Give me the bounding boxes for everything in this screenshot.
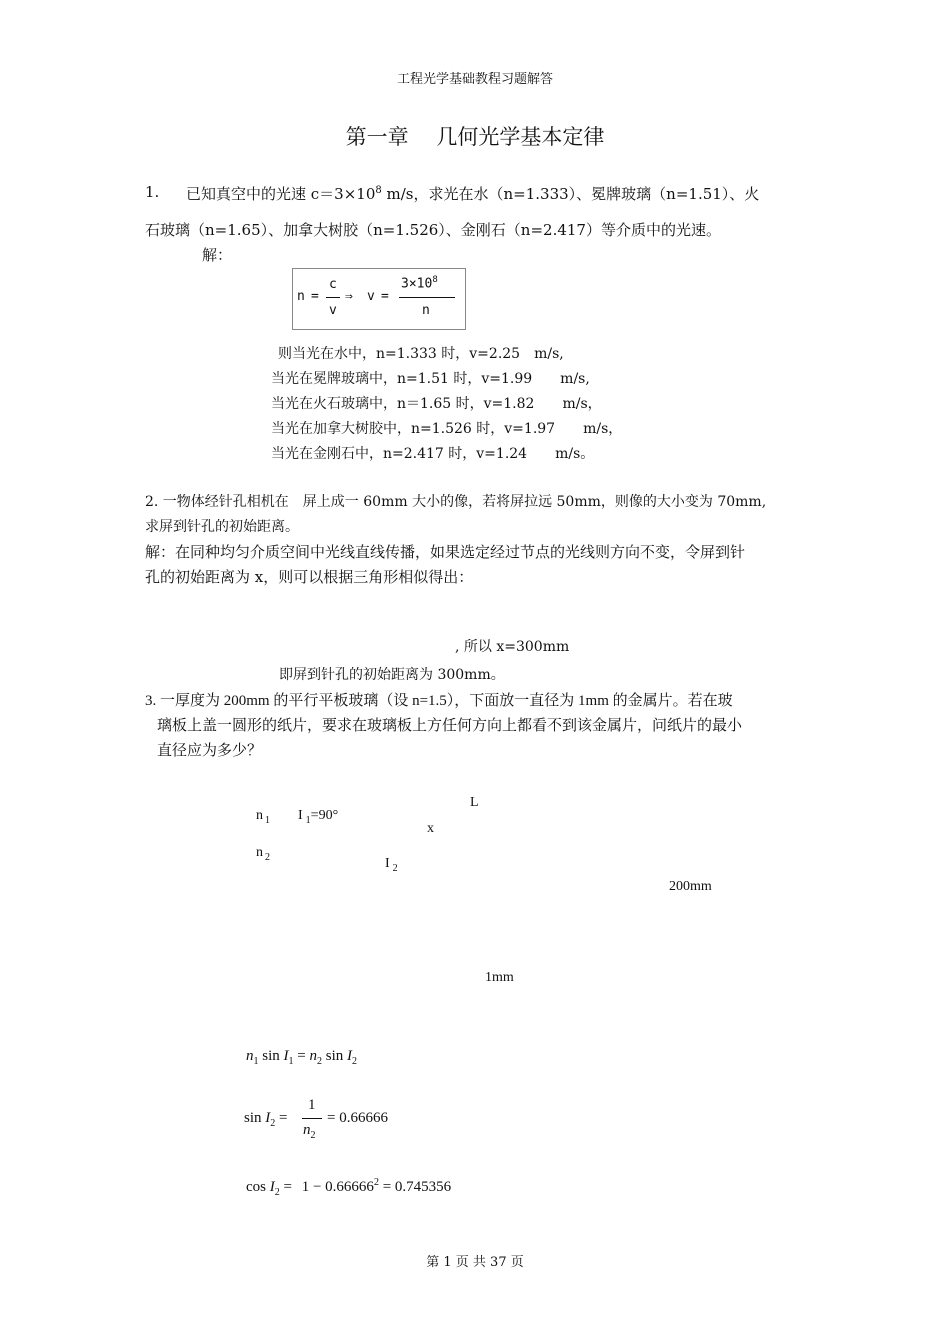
q1-result-diamond: 当光在金刚石中，n=2.417 时，v=1.24 m/s。 xyxy=(271,446,595,462)
formula-eq2: = xyxy=(381,289,389,304)
chapter-title: 第一章 几何光学基本定律 xyxy=(345,125,605,149)
formula-n: n xyxy=(297,289,305,304)
q3-equation-snell: $n_1$ $\sin I_1 = n_2$ $\sin I_2$ xyxy=(246,1048,357,1067)
formula-numerator: $3\times 10^8$ xyxy=(401,275,438,292)
q2-line-1: 2. 一物体经针孔相机在 屏上成一 60mm 大小的像，若将屏拉远 50mm，则像的大小变为 70mm, xyxy=(145,494,767,510)
diagram-label-x: x xyxy=(427,821,434,836)
formula-arrow: ⇒ xyxy=(345,289,353,304)
diagram-label-I1: I $_1$=90° xyxy=(298,808,339,826)
q3-equation-sin-denominator: $n_2$ xyxy=(303,1122,316,1141)
formula-eq1: = xyxy=(311,289,319,304)
q1-text-b: m/s，求光在水（n=1.333）、冕牌玻璃（n=1.51）、火 xyxy=(381,185,760,203)
diagram-label-n2: n $_2$ xyxy=(256,845,270,863)
q1-line-2: 石玻璃（n=1.65）、加拿大树胶（n=1.526）、金刚石（n=2.417）等介质中的光速。 xyxy=(145,221,721,239)
q2-line-3: 解：在同种均匀介质空间中光线直线传播，如果选定经过节点的光线则方向不变，令屏到针 xyxy=(145,543,746,561)
q1-number: 1. xyxy=(145,183,160,201)
formula-denominator: n xyxy=(422,303,430,318)
formula-frac-line-2 xyxy=(399,297,455,298)
q2-result: , 所以 x=300mm xyxy=(455,639,570,655)
q1-result-water: 则当光在水中，n=1.333 时，v=2.25 m/s, xyxy=(278,346,564,362)
formula-v-den: v xyxy=(329,303,337,318)
q3-equation-sin-left: $\sin I_2$ = xyxy=(244,1110,288,1129)
q1-solution-label: 解： xyxy=(202,246,233,264)
diagram-label-I2: I $_2$ xyxy=(385,856,398,874)
q3-line-1: 3. 一厚度为 200mm 的平行平板玻璃（设 n=1.5），下面放一直径为 1mm 的金属片。若在玻 xyxy=(145,693,733,709)
q3-line-2: 璃板上盖一圆形的纸片，要求在玻璃板上方任何方向上都看不到该金属片，问纸片的最小 xyxy=(157,718,743,734)
formula-v: v xyxy=(367,289,375,304)
q1-result-crown-glass: 当光在冕牌玻璃中，n=1.51 时，v=1.99 m/s, xyxy=(271,371,590,387)
formula-frac-line-1 xyxy=(326,297,340,298)
q1-text-a: 已知真空中的光速 c＝3×10 xyxy=(186,185,376,203)
q3-equation-sin-frac-line xyxy=(302,1118,322,1119)
diagram-label-thickness: 200mm xyxy=(669,879,712,894)
formula-c: c xyxy=(329,277,337,292)
diagram-label-diameter: 1mm xyxy=(485,970,514,985)
q3-equation-cos: $\cos I_2 = 1 - 0.66666^2 = 0.745356$ xyxy=(246,1177,452,1198)
q3-equation-sin-numerator: 1 xyxy=(308,1097,316,1113)
q3-equation-sin-value: = 0.66666 xyxy=(327,1110,388,1126)
diagram-label-n1: n $_1$ xyxy=(256,808,270,826)
q1-exponent: 8 xyxy=(375,185,382,196)
page-footer: 第 1 页 共 37 页 xyxy=(426,1255,524,1270)
q1-result-canada-balsam: 当光在加拿大树胶中，n=1.526 时，v=1.97 m/s， xyxy=(271,421,623,437)
q1-formula-box xyxy=(292,268,466,330)
diagram-label-L: L xyxy=(470,795,479,810)
q1-result-flint-glass: 当光在火石玻璃中，n＝1.65 时，v=1.82 m/s， xyxy=(271,396,602,412)
q3-line-3: 直径应为多少？ xyxy=(157,743,263,759)
page-header: 工程光学基础教程习题解答 xyxy=(396,72,553,87)
q2-line-2: 求屏到针孔的初始距离。 xyxy=(145,519,299,535)
q2-line-4: 孔的初始距离为 x，则可以根据三角形相似得出： xyxy=(145,568,474,586)
q2-conclusion: 即屏到针孔的初始距离为 300mm。 xyxy=(279,667,505,683)
q1-line-1 xyxy=(186,183,759,204)
